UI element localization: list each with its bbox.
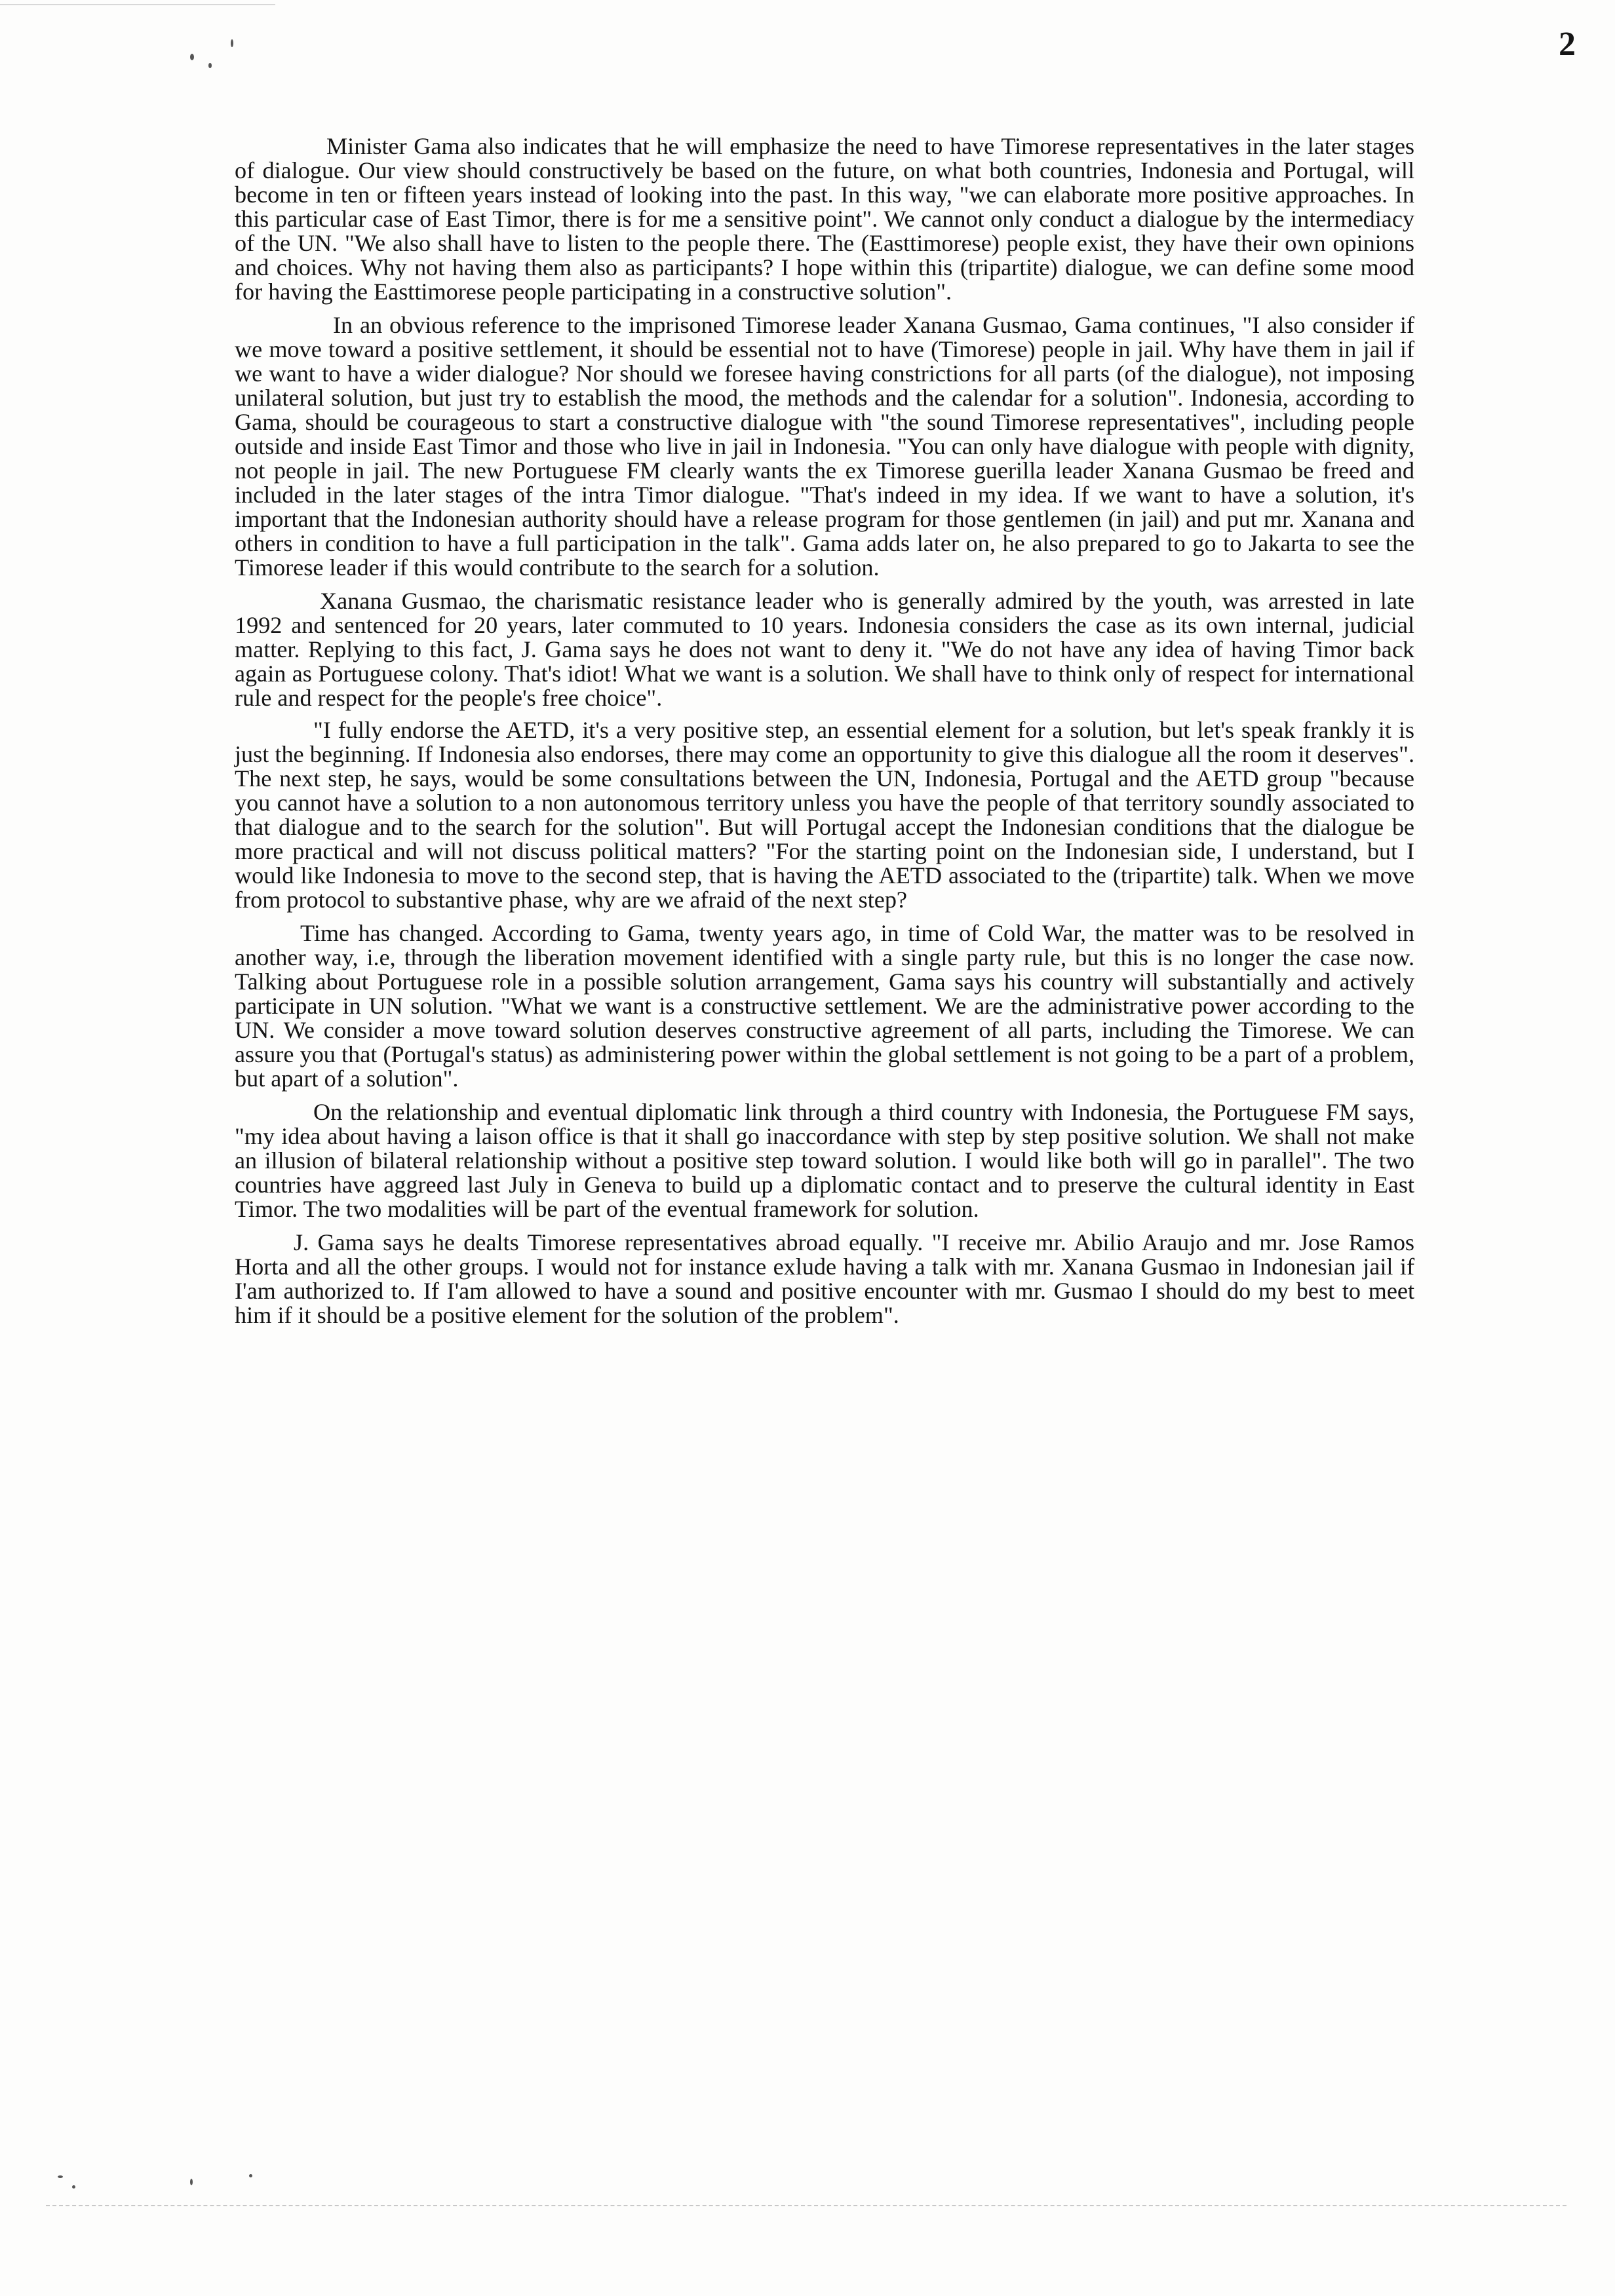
scan-speck: [190, 54, 194, 60]
page-number: 2: [1559, 26, 1576, 63]
paragraph: "I fully endorse the AETD, it's a very positive step, an essential element for a solution, but let's speak frankly it is just the beginning. If Indonesia also endorses, there may come an opportunity to give this dialogue all the room it deserves". The next step, he says, would be some consultations between the UN, Indonesia, Portugal and the AETD group "because you cannot have a solution to a non autonomous territory unless you have the people of that territory soundly associated to that dialogue and to the search for the solution". But will Portugal accept the Indonesian conditions that the dialogue be more practical and will not discuss political matters? "For the starting point on the Indonesian side, I understand, but I would like Indonesia to move to the second step, that is having the AETD associated to the (tripartite) talk. When we move from protocol to substantive phase, why are we afraid of the next step?: [235, 717, 1414, 913]
scan-speck: [208, 63, 212, 68]
scan-speck: [58, 2175, 63, 2178]
scan-speck: [231, 39, 233, 47]
document-body: [235, 134, 1414, 1337]
paragraph: In an obvious reference to the imprisoned Timorese leader Xanana Gusmao, Gama continues, "I also consider if we move toward a positive settlement, it should be essential not to have (Timorese) people in jail. Why have them in jail if we want to have a wider dialogue? Nor should we foresee having constrictions for all parts (of the dialogue), not imposing unilateral solution, but just try to establish the mood, the methods and the calendar for a solution". Indonesia, according to Gama, should be courageous to start a constructive dialogue with "the sound Timorese representatives", including people outside and inside East Timor and those who live in jail in Indonesia. "You can only have dialogue with people with dignity, not people in jail. The new Portuguese FM clearly wants the ex Timorese guerilla leader Xanana Gusmao be freed and included in the later stages of the intra Timor dialogue. "That's indeed in my idea. If we want to have a solution, it's important that the Indonesian authority should have a release program for those gentlemen (in jail) and put mr. Xanana and others in condition to have a full participation in the talk". Gama adds later on, he also prepared to go to Jakarta to see the Timorese leader if this would contribute to the search for a solution.: [235, 312, 1414, 581]
scan-speck: [190, 2179, 193, 2185]
scan-edge-line: [0, 4, 275, 5]
scan-speck: [72, 2185, 75, 2189]
paragraph: J. Gama says he dealts Timorese representatives abroad equally. "I receive mr. Abilio Araujo and mr. Jose Ramos Horta and all the other groups. I would not for instance exlude having a talk with mr. Xanana Gusmao in Indonesian jail if I'am authorized to. If I'am allowed to have a sound and positive encounter with mr. Gusmao I should do my best to meet him if it should be a positive element for the solution of the problem".: [235, 1229, 1414, 1328]
scan-speck: [249, 2174, 252, 2177]
paragraph: Minister Gama also indicates that he will emphasize the need to have Timorese representatives in the later stages of dialogue. Our view should constructively be based on the future, on what both countries, Indonesia and Portugal, will become in ten or fifteen years instead of looking into the past. In this way, "we can elaborate more positive approaches. In this particular case of East Timor, there is for me a sensitive point". We cannot only conduct a dialogue by the intermediacy of the UN. "We also shall have to listen to the people there. The (Easttimorese) people exist, they have their own opinions and choices. Why not having them also as participants? I hope within this (tripartite) dialogue, we can define some mood for having the Easttimorese people participating in a constructive solution".: [235, 133, 1414, 305]
paragraph: On the relationship and eventual diplomatic link through a third country with Indonesia, the Portuguese FM says, "my idea about having a laison office is that it shall go inaccordance with step by step positive solution. We shall not make an illusion of bilateral relationship without a positive step toward solution. I would like both will go in parallel". The two countries have aggreed last July in Geneva to build up a diplomatic contact and to preserve the cultural identity in East Timor. The two modalities will be part of the eventual framework for solution.: [235, 1099, 1414, 1222]
paragraph: Xanana Gusmao, the charismatic resistance leader who is generally admired by the youth, was arrested in late 1992 and sentenced for 20 years, later commuted to 10 years. Indonesia considers the case as its own internal, judicial matter. Replying to this fact, J. Gama says he does not want to deny it. "We do not have any idea of having Timor back again as Portuguese colony. That's idiot! What we want is a solution. We shall have to think only of respect for international rule and respect for the people's free choice".: [235, 588, 1414, 711]
paragraph: Time has changed. According to Gama, twenty years ago, in time of Cold War, the matter was to be resolved in another way, i.e, through the liberation movement identified with a single party rule, but this is no longer the case now. Talking about Portuguese role in a possible solution arrangement, Gama says his country will substantially and actively participate in UN solution. "What we want is a constructive settlement. We are the administrative power according to the UN. We consider a move toward solution deserves constructive agreement of all parts, including the Timorese. We can assure you that (Portugal's status) as administering power within the global settlement is not going to be a part of a problem, but apart of a solution".: [235, 920, 1414, 1092]
scan-bottom-edge: [46, 2205, 1566, 2206]
